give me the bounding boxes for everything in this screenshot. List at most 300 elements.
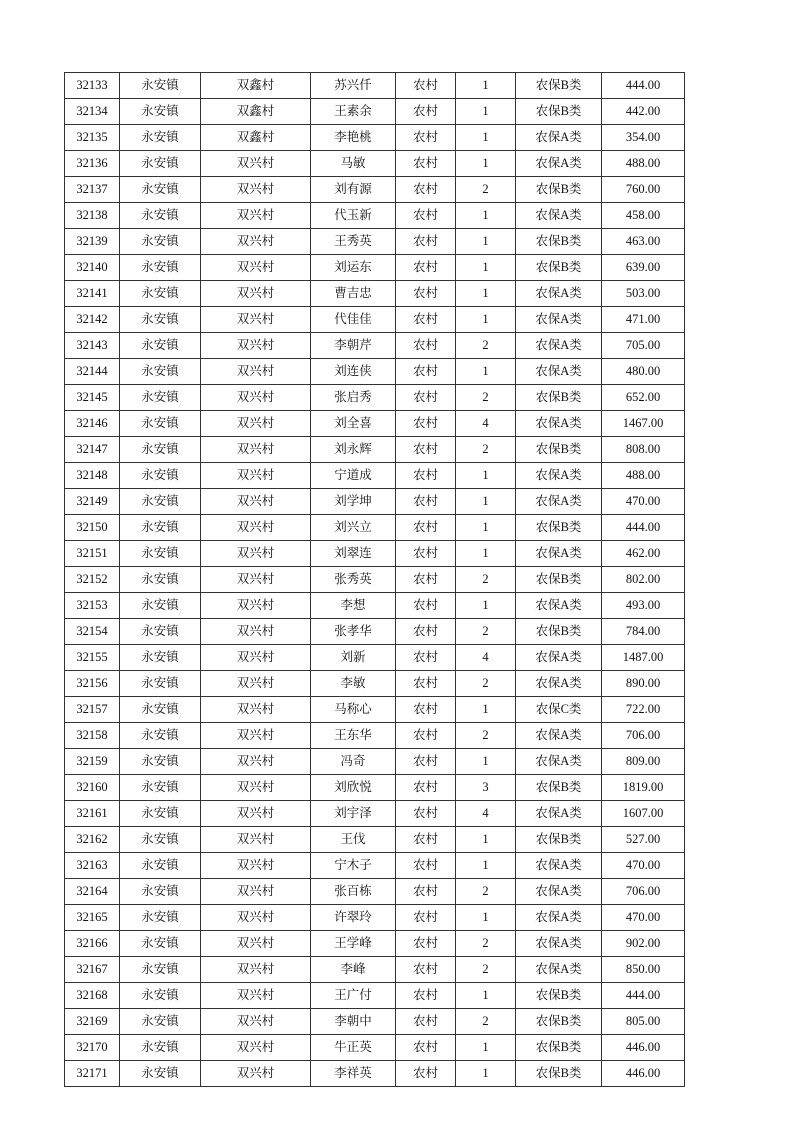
town-cell: 永安镇 [120,1061,201,1087]
residence-type-cell: 农村 [396,671,456,697]
table-row [65,827,685,853]
table-row [65,879,685,905]
row-id-cell: 32148 [65,463,120,489]
village-cell: 双兴村 [201,983,311,1009]
table-row [65,619,685,645]
amount-cell: 639.00 [602,255,685,281]
residence-type-cell: 农村 [396,645,456,671]
residence-type-cell: 农村 [396,307,456,333]
village-cell: 双兴村 [201,567,311,593]
town-cell: 永安镇 [120,983,201,1009]
insurance-category-cell: 农保A类 [516,359,602,385]
person-count-cell: 4 [456,645,516,671]
amount-cell: 444.00 [602,515,685,541]
person-count-cell: 2 [456,957,516,983]
insurance-category-cell: 农保B类 [516,619,602,645]
row-id-cell: 32140 [65,255,120,281]
row-id-cell: 32171 [65,1061,120,1087]
insurance-category-cell: 农保B类 [516,827,602,853]
row-id-cell: 32154 [65,619,120,645]
person-name-cell: 李敏 [311,671,396,697]
amount-cell: 471.00 [602,307,685,333]
residence-type-cell: 农村 [396,437,456,463]
town-cell: 永安镇 [120,73,201,99]
amount-cell: 1819.00 [602,775,685,801]
row-id-cell: 32145 [65,385,120,411]
residence-type-cell: 农村 [396,125,456,151]
table-row [65,307,685,333]
table-row [65,151,685,177]
town-cell: 永安镇 [120,1035,201,1061]
town-cell: 永安镇 [120,879,201,905]
person-name-cell: 张启秀 [311,385,396,411]
person-count-cell: 1 [456,749,516,775]
person-name-cell: 宁木子 [311,853,396,879]
village-cell: 双兴村 [201,879,311,905]
row-id-cell: 32156 [65,671,120,697]
amount-cell: 470.00 [602,489,685,515]
table-row [65,671,685,697]
village-cell: 双兴村 [201,905,311,931]
village-cell: 双兴村 [201,229,311,255]
person-count-cell: 1 [456,125,516,151]
residence-type-cell: 农村 [396,177,456,203]
pension-subsidy-table [64,72,685,1087]
amount-cell: 488.00 [602,463,685,489]
insurance-category-cell: 农保A类 [516,281,602,307]
village-cell: 双兴村 [201,645,311,671]
residence-type-cell: 农村 [396,853,456,879]
amount-cell: 446.00 [602,1061,685,1087]
table-row [65,541,685,567]
insurance-category-cell: 农保B类 [516,983,602,1009]
amount-cell: 784.00 [602,619,685,645]
town-cell: 永安镇 [120,307,201,333]
amount-cell: 1467.00 [602,411,685,437]
insurance-category-cell: 农保B类 [516,1009,602,1035]
insurance-category-cell: 农保B类 [516,567,602,593]
person-name-cell: 王学峰 [311,931,396,957]
insurance-category-cell: 农保A类 [516,307,602,333]
village-cell: 双兴村 [201,749,311,775]
residence-type-cell: 农村 [396,775,456,801]
town-cell: 永安镇 [120,775,201,801]
amount-cell: 488.00 [602,151,685,177]
row-id-cell: 32168 [65,983,120,1009]
residence-type-cell: 农村 [396,957,456,983]
table-row [65,73,685,99]
residence-type-cell: 农村 [396,255,456,281]
row-id-cell: 32143 [65,333,120,359]
person-name-cell: 刘兴立 [311,515,396,541]
amount-cell: 706.00 [602,723,685,749]
person-count-cell: 1 [456,697,516,723]
person-count-cell: 2 [456,619,516,645]
insurance-category-cell: 农保A类 [516,957,602,983]
amount-cell: 354.00 [602,125,685,151]
person-name-cell: 张百栋 [311,879,396,905]
amount-cell: 444.00 [602,73,685,99]
amount-cell: 1607.00 [602,801,685,827]
amount-cell: 706.00 [602,879,685,905]
table-row [65,437,685,463]
row-id-cell: 32159 [65,749,120,775]
amount-cell: 442.00 [602,99,685,125]
residence-type-cell: 农村 [396,463,456,489]
insurance-category-cell: 农保A类 [516,541,602,567]
table-row [65,1009,685,1035]
person-count-cell: 2 [456,879,516,905]
row-id-cell: 32147 [65,437,120,463]
insurance-category-cell: 农保A类 [516,723,602,749]
person-name-cell: 王伐 [311,827,396,853]
residence-type-cell: 农村 [396,619,456,645]
town-cell: 永安镇 [120,203,201,229]
residence-type-cell: 农村 [396,541,456,567]
residence-type-cell: 农村 [396,489,456,515]
town-cell: 永安镇 [120,281,201,307]
town-cell: 永安镇 [120,99,201,125]
person-name-cell: 代玉新 [311,203,396,229]
town-cell: 永安镇 [120,489,201,515]
person-count-cell: 2 [456,177,516,203]
row-id-cell: 32151 [65,541,120,567]
amount-cell: 890.00 [602,671,685,697]
person-name-cell: 马敏 [311,151,396,177]
person-name-cell: 刘学坤 [311,489,396,515]
table-row [65,359,685,385]
row-id-cell: 32142 [65,307,120,333]
insurance-category-cell: 农保A类 [516,125,602,151]
amount-cell: 808.00 [602,437,685,463]
residence-type-cell: 农村 [396,593,456,619]
row-id-cell: 32139 [65,229,120,255]
table-row [65,983,685,1009]
village-cell: 双兴村 [201,801,311,827]
residence-type-cell: 农村 [396,723,456,749]
insurance-category-cell: 农保B类 [516,775,602,801]
table-row [65,775,685,801]
insurance-category-cell: 农保B类 [516,515,602,541]
town-cell: 永安镇 [120,593,201,619]
person-count-cell: 1 [456,359,516,385]
table-row [65,1035,685,1061]
person-count-cell: 4 [456,411,516,437]
person-count-cell: 2 [456,567,516,593]
residence-type-cell: 农村 [396,749,456,775]
residence-type-cell: 农村 [396,73,456,99]
amount-cell: 802.00 [602,567,685,593]
insurance-category-cell: 农保A类 [516,463,602,489]
village-cell: 双兴村 [201,619,311,645]
residence-type-cell: 农村 [396,359,456,385]
residence-type-cell: 农村 [396,99,456,125]
person-name-cell: 刘欣悦 [311,775,396,801]
row-id-cell: 32136 [65,151,120,177]
village-cell: 双兴村 [201,593,311,619]
person-count-cell: 1 [456,489,516,515]
person-count-cell: 2 [456,931,516,957]
town-cell: 永安镇 [120,723,201,749]
insurance-category-cell: 农保A类 [516,411,602,437]
town-cell: 永安镇 [120,515,201,541]
town-cell: 永安镇 [120,957,201,983]
amount-cell: 470.00 [602,905,685,931]
village-cell: 双兴村 [201,437,311,463]
amount-cell: 446.00 [602,1035,685,1061]
person-count-cell: 1 [456,229,516,255]
person-name-cell: 李祥英 [311,1061,396,1087]
town-cell: 永安镇 [120,645,201,671]
village-cell: 双鑫村 [201,99,311,125]
residence-type-cell: 农村 [396,827,456,853]
table-row [65,697,685,723]
village-cell: 双兴村 [201,957,311,983]
person-name-cell: 牛正英 [311,1035,396,1061]
village-cell: 双兴村 [201,411,311,437]
village-cell: 双兴村 [201,177,311,203]
amount-cell: 527.00 [602,827,685,853]
person-count-cell: 4 [456,801,516,827]
person-count-cell: 2 [456,671,516,697]
row-id-cell: 32163 [65,853,120,879]
village-cell: 双兴村 [201,931,311,957]
table-row [65,99,685,125]
row-id-cell: 32146 [65,411,120,437]
person-count-cell: 1 [456,73,516,99]
residence-type-cell: 农村 [396,567,456,593]
person-count-cell: 1 [456,463,516,489]
town-cell: 永安镇 [120,697,201,723]
row-id-cell: 32144 [65,359,120,385]
table-row [65,489,685,515]
amount-cell: 470.00 [602,853,685,879]
town-cell: 永安镇 [120,229,201,255]
amount-cell: 652.00 [602,385,685,411]
insurance-category-cell: 农保A类 [516,645,602,671]
residence-type-cell: 农村 [396,879,456,905]
person-name-cell: 刘有源 [311,177,396,203]
town-cell: 永安镇 [120,437,201,463]
village-cell: 双兴村 [201,697,311,723]
row-id-cell: 32164 [65,879,120,905]
person-name-cell: 苏兴仟 [311,73,396,99]
residence-type-cell: 农村 [396,1009,456,1035]
person-name-cell: 张秀英 [311,567,396,593]
row-id-cell: 32167 [65,957,120,983]
row-id-cell: 32141 [65,281,120,307]
insurance-category-cell: 农保B类 [516,73,602,99]
person-count-cell: 1 [456,983,516,1009]
insurance-category-cell: 农保A类 [516,489,602,515]
insurance-category-cell: 农保A类 [516,333,602,359]
table-row [65,333,685,359]
residence-type-cell: 农村 [396,515,456,541]
row-id-cell: 32160 [65,775,120,801]
person-name-cell: 王素余 [311,99,396,125]
person-name-cell: 许翠玲 [311,905,396,931]
table-row [65,749,685,775]
village-cell: 双鑫村 [201,125,311,151]
person-name-cell: 刘连侠 [311,359,396,385]
row-id-cell: 32161 [65,801,120,827]
insurance-category-cell: 农保A类 [516,853,602,879]
row-id-cell: 32135 [65,125,120,151]
person-count-cell: 1 [456,307,516,333]
village-cell: 双兴村 [201,489,311,515]
village-cell: 双兴村 [201,775,311,801]
village-cell: 双兴村 [201,1061,311,1087]
village-cell: 双兴村 [201,203,311,229]
town-cell: 永安镇 [120,177,201,203]
village-cell: 双兴村 [201,853,311,879]
village-cell: 双兴村 [201,333,311,359]
person-count-cell: 1 [456,281,516,307]
person-count-cell: 1 [456,1035,516,1061]
row-id-cell: 32165 [65,905,120,931]
person-name-cell: 曹吉忠 [311,281,396,307]
village-cell: 双兴村 [201,827,311,853]
amount-cell: 809.00 [602,749,685,775]
table-row [65,281,685,307]
residence-type-cell: 农村 [396,1035,456,1061]
amount-cell: 850.00 [602,957,685,983]
person-count-cell: 1 [456,827,516,853]
village-cell: 双兴村 [201,1009,311,1035]
residence-type-cell: 农村 [396,385,456,411]
table-row [65,1061,685,1087]
insurance-category-cell: 农保A类 [516,151,602,177]
person-name-cell: 冯奇 [311,749,396,775]
town-cell: 永安镇 [120,411,201,437]
table-row [65,801,685,827]
row-id-cell: 32157 [65,697,120,723]
village-cell: 双兴村 [201,281,311,307]
person-count-cell: 2 [456,333,516,359]
table-row [65,463,685,489]
insurance-category-cell: 农保B类 [516,99,602,125]
insurance-category-cell: 农保B类 [516,177,602,203]
insurance-category-cell: 农保B类 [516,437,602,463]
town-cell: 永安镇 [120,567,201,593]
insurance-category-cell: 农保C类 [516,697,602,723]
row-id-cell: 32137 [65,177,120,203]
table-row [65,723,685,749]
insurance-category-cell: 农保B类 [516,255,602,281]
town-cell: 永安镇 [120,463,201,489]
person-name-cell: 李想 [311,593,396,619]
person-count-cell: 1 [456,1061,516,1087]
person-count-cell: 1 [456,593,516,619]
residence-type-cell: 农村 [396,983,456,1009]
table-row [65,125,685,151]
insurance-category-cell: 农保B类 [516,1035,602,1061]
town-cell: 永安镇 [120,749,201,775]
row-id-cell: 32138 [65,203,120,229]
amount-cell: 458.00 [602,203,685,229]
person-name-cell: 李朝中 [311,1009,396,1035]
person-count-cell: 1 [456,255,516,281]
village-cell: 双兴村 [201,307,311,333]
table-row [65,957,685,983]
row-id-cell: 32162 [65,827,120,853]
table-row [65,905,685,931]
person-name-cell: 马称心 [311,697,396,723]
person-count-cell: 1 [456,541,516,567]
person-count-cell: 2 [456,437,516,463]
person-name-cell: 李峰 [311,957,396,983]
table-row [65,385,685,411]
person-count-cell: 1 [456,99,516,125]
table-row [65,177,685,203]
town-cell: 永安镇 [120,801,201,827]
insurance-category-cell: 农保B类 [516,385,602,411]
town-cell: 永安镇 [120,359,201,385]
table-row [65,593,685,619]
person-name-cell: 张孝华 [311,619,396,645]
person-name-cell: 王秀英 [311,229,396,255]
table-row [65,203,685,229]
town-cell: 永安镇 [120,931,201,957]
insurance-category-cell: 农保A类 [516,905,602,931]
person-count-cell: 1 [456,853,516,879]
amount-cell: 1487.00 [602,645,685,671]
town-cell: 永安镇 [120,671,201,697]
residence-type-cell: 农村 [396,697,456,723]
residence-type-cell: 农村 [396,151,456,177]
town-cell: 永安镇 [120,541,201,567]
amount-cell: 760.00 [602,177,685,203]
amount-cell: 493.00 [602,593,685,619]
residence-type-cell: 农村 [396,203,456,229]
amount-cell: 462.00 [602,541,685,567]
village-cell: 双兴村 [201,463,311,489]
row-id-cell: 32169 [65,1009,120,1035]
amount-cell: 463.00 [602,229,685,255]
town-cell: 永安镇 [120,619,201,645]
row-id-cell: 32152 [65,567,120,593]
town-cell: 永安镇 [120,853,201,879]
row-id-cell: 32166 [65,931,120,957]
residence-type-cell: 农村 [396,281,456,307]
row-id-cell: 32158 [65,723,120,749]
person-name-cell: 刘全喜 [311,411,396,437]
person-name-cell: 王广付 [311,983,396,1009]
person-name-cell: 李艳桃 [311,125,396,151]
table-row [65,853,685,879]
person-count-cell: 2 [456,385,516,411]
row-id-cell: 32155 [65,645,120,671]
person-name-cell: 宁道成 [311,463,396,489]
person-name-cell: 王东华 [311,723,396,749]
amount-cell: 444.00 [602,983,685,1009]
table-row [65,645,685,671]
insurance-category-cell: 农保A类 [516,671,602,697]
town-cell: 永安镇 [120,1009,201,1035]
village-cell: 双兴村 [201,255,311,281]
row-id-cell: 32134 [65,99,120,125]
row-id-cell: 32153 [65,593,120,619]
insurance-category-cell: 农保A类 [516,593,602,619]
amount-cell: 902.00 [602,931,685,957]
person-count-cell: 2 [456,723,516,749]
village-cell: 双鑫村 [201,73,311,99]
town-cell: 永安镇 [120,827,201,853]
residence-type-cell: 农村 [396,931,456,957]
person-name-cell: 李朝芹 [311,333,396,359]
residence-type-cell: 农村 [396,411,456,437]
village-cell: 双兴村 [201,359,311,385]
